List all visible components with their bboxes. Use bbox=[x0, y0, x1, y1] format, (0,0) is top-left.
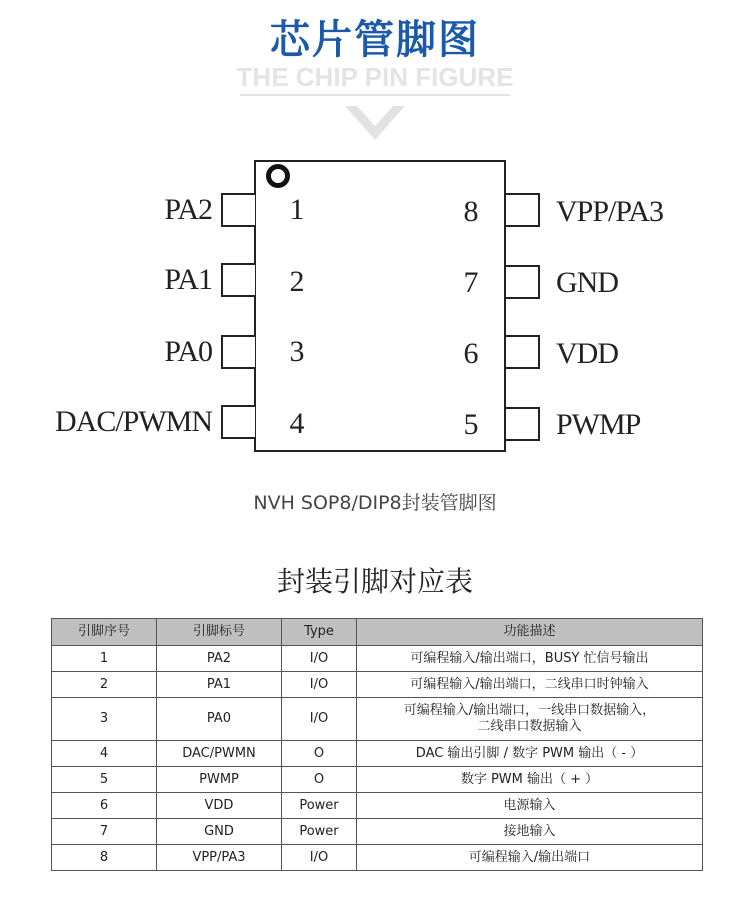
cell-description: 数字 PWM 输出（ + ） bbox=[357, 767, 703, 793]
pin-number-1: 1 bbox=[289, 193, 305, 226]
cell-type: I/O bbox=[282, 646, 357, 672]
table-header-row bbox=[52, 619, 703, 646]
page-subtitle: THE CHIP PIN FIGURE bbox=[236, 62, 514, 92]
cell-pin-no: 3 bbox=[52, 698, 157, 741]
cell-type: I/O bbox=[282, 845, 357, 871]
cell-pin-no: 4 bbox=[52, 741, 157, 767]
cell-description-line-2: 二线串口数据输入 bbox=[477, 719, 582, 734]
header-pin-no: 引脚序号 bbox=[52, 619, 157, 646]
cell-type: O bbox=[282, 741, 357, 767]
table-row bbox=[52, 741, 703, 767]
pin-pad-4 bbox=[221, 405, 255, 439]
pin-pad-2 bbox=[221, 263, 255, 297]
pin-number-7: 7 bbox=[463, 266, 479, 299]
cell-pin-name: VPP/PA3 bbox=[157, 845, 282, 871]
pin-label-8: VPP/PA3 bbox=[556, 195, 663, 228]
cell-description: 可编程输入/输出端口 bbox=[357, 845, 703, 871]
cell-pin-name: PA0 bbox=[157, 698, 282, 741]
table-row bbox=[52, 767, 703, 793]
cell-description: 可编程输入/输出端口，BUSY 忙信号输出 bbox=[357, 646, 703, 672]
cell-description bbox=[357, 698, 703, 741]
cell-pin-name: VDD bbox=[157, 793, 282, 819]
chevron-down-icon bbox=[345, 106, 405, 142]
pin-label-7: GND bbox=[556, 266, 618, 299]
cell-pin-name: PWMP bbox=[157, 767, 282, 793]
pin-label-4: DAC/PWMN bbox=[54, 405, 212, 438]
cell-pin-name: DAC/PWMN bbox=[157, 741, 282, 767]
cell-pin-name: PA1 bbox=[157, 672, 282, 698]
cell-type: Power bbox=[282, 819, 357, 845]
cell-pin-no: 2 bbox=[52, 672, 157, 698]
pin-pad-6 bbox=[506, 335, 540, 369]
table-row bbox=[52, 672, 703, 698]
table-title: 封装引脚对应表 bbox=[276, 565, 473, 598]
title-divider bbox=[240, 94, 510, 96]
cell-pin-name: GND bbox=[157, 819, 282, 845]
page-title: 芯片管脚图 bbox=[270, 17, 480, 63]
cell-description: 可编程输入/输出端口，二线串口时钟输入 bbox=[357, 672, 703, 698]
diagram-caption: NVH SOP8/DIP8封装管脚图 bbox=[253, 492, 497, 514]
cell-pin-no: 5 bbox=[52, 767, 157, 793]
cell-description: 电源输入 bbox=[357, 793, 703, 819]
pin1-marker-icon bbox=[266, 164, 290, 188]
table-row bbox=[52, 646, 703, 672]
pin-label-1: PA2 bbox=[164, 193, 212, 226]
pin-label-5: PWMP bbox=[556, 408, 641, 441]
table-row bbox=[52, 845, 703, 871]
cell-description: DAC 输出引脚 / 数字 PWM 输出（ - ） bbox=[357, 741, 703, 767]
cell-description: 接地输入 bbox=[357, 819, 703, 845]
cell-pin-name: PA2 bbox=[157, 646, 282, 672]
pin-pad-8 bbox=[506, 193, 540, 227]
header-description: 功能描述 bbox=[357, 619, 703, 646]
cell-description-line-1: 可编程输入/输出端口，一线串口数据输入， bbox=[403, 703, 656, 718]
cell-pin-no: 8 bbox=[52, 845, 157, 871]
cell-pin-no: 7 bbox=[52, 819, 157, 845]
pin-table bbox=[51, 618, 703, 871]
pin-label-3: PA0 bbox=[164, 335, 212, 368]
cell-type: Power bbox=[282, 793, 357, 819]
table-row bbox=[52, 819, 703, 845]
table-row bbox=[52, 698, 703, 741]
cell-pin-no: 1 bbox=[52, 646, 157, 672]
pin-pad-5 bbox=[506, 407, 540, 441]
pin-pad-7 bbox=[506, 265, 540, 299]
pin-pad-3 bbox=[221, 335, 255, 369]
pin-number-8: 8 bbox=[463, 195, 479, 228]
cell-type: I/O bbox=[282, 672, 357, 698]
pin-number-5: 5 bbox=[463, 408, 479, 441]
header-type: Type bbox=[282, 619, 357, 646]
pin-number-2: 2 bbox=[289, 265, 305, 298]
pin-label-6: VDD bbox=[556, 337, 618, 370]
header-pin-name: 引脚标号 bbox=[157, 619, 282, 646]
cell-type: I/O bbox=[282, 698, 357, 741]
cell-type: O bbox=[282, 767, 357, 793]
pin-number-3: 3 bbox=[289, 335, 305, 368]
cell-pin-no: 6 bbox=[52, 793, 157, 819]
pin-label-2: PA1 bbox=[164, 263, 212, 296]
pin-pad-1 bbox=[221, 193, 255, 227]
pin-number-6: 6 bbox=[463, 337, 479, 370]
pin-number-4: 4 bbox=[289, 407, 305, 440]
table-row bbox=[52, 793, 703, 819]
